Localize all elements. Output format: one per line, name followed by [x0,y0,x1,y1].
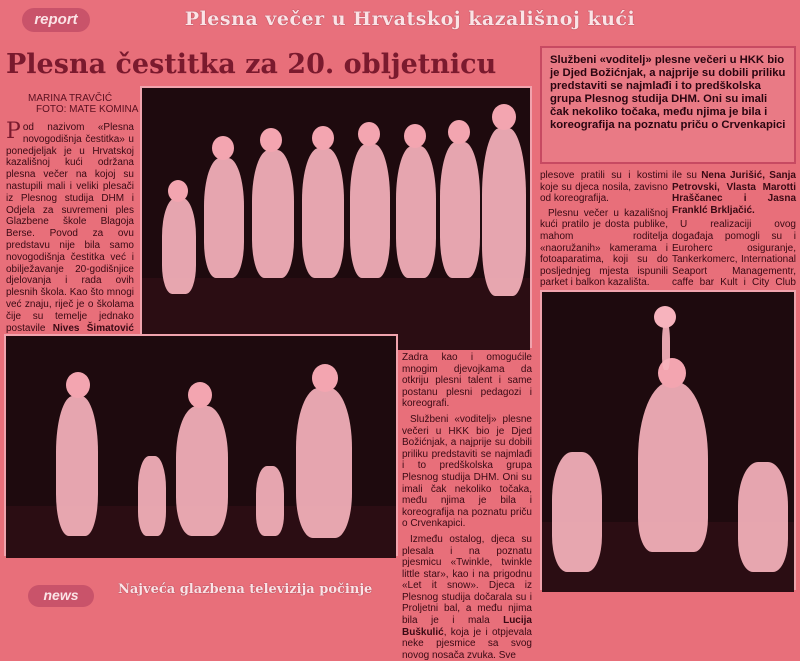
mid-p3-start: Između ostalog, djeca su plesala i na poznatu pjesmicu «Twinkle, twinkle little star», kao i na prigodnu «Let it snow». Djeca iz Plesnog studija dočarala su i Proljetni bal, a među njima bila je i mala [402,533,532,627]
col3b-paragraph-1 [672,170,796,216]
article-column-1 [6,119,134,334]
author-name: MARINA TRAVČIĆ [28,93,113,104]
article-column-3a [540,170,668,288]
section-tag-news: news [28,585,94,607]
article-column-3b [672,170,796,288]
drop-cap: P [6,119,21,144]
article-headline: Plesna čestitka za 20. obljetnicu [6,49,497,80]
mid-p3-name: Lucija Buškulić [402,615,532,638]
section-tag-report: report [22,8,90,32]
photo-fairy-dancer [540,290,796,590]
photo-children-dancers [140,86,532,348]
col3b-lead: ile su [672,170,702,181]
sidebar-text: Službeni «voditelj» plesne večeri u HKK bio je Djed Božićnjak, a najprije su dobili priliku predstaviti se najmlađi i to predškolska grupa Plesnog studija DHM. Oni su imali čak nekoliko točaka, među njima je bila i koreografija na poznatu priču o Crvenkapici [550,54,786,131]
col1-names: Nives Šimatović [52,322,134,334]
mid-paragraph-1: Zadra kao i omogućile mnogim djevojkama da otkriju plesni talent i same postanu plesni pedagozi i koreografi. [402,352,532,410]
mid-p3-end: , koja je i otpjevala neke pjesmice sa svog novog nosača zvuka. Sve [402,626,532,661]
col3b-paragraph-2: U realizaciji ovog događaja pomogli su i Euroherc osiguranje, Tankerkomerc, International Seaport Managementr, caffe bar Kult i City Club [672,219,796,289]
col3a-paragraph-2: Plesnu večer u kazališnoj kući pratilo je dosta publike, mahom roditelja «naoružanih» kamerama i fotoaparatima, koji su do posljednjeg mjesta ispunili parket i balkon kazališta. [540,207,668,289]
col1-body: od nazivom «Plesna novogodišnja čestitka» u ponedjeljak je u Hrvatskoj kazališnoj kući održana plesna večer na kojoj su nastupili mali i veliki plesači iz Plesnog studija DHM i Odjela za suvremeni ples Glazbene škole Blagoja Berse. Povod za ovu predstavu nije bila samo novogodišnja čestitka već i obilježavanje 20-godišnjice djelovanja i rada ovih plesnih škola. Kao što mnogi već znaju, riječ je o školama čije su temelje jednako postavile [6,122,134,334]
bottom-headline: Najveća glazbena televizija počinje [118,582,373,597]
mid-paragraph-3 [402,534,532,661]
photo-credit: FOTO: MATE KOMINA [36,104,139,115]
byline [28,93,140,115]
sidebar-callout [540,46,796,164]
choreographer-names: Nena Jurišić, Sanja Petrovski, Vlasta Marotti Hraščanec i Jasna Franklć Brkljačić. [672,170,796,216]
photo-older-dancers [4,334,398,556]
col3a-paragraph-1: plesove pratili su i kostimi koje su djeca nosila, zavisno od koreografija. [540,170,668,205]
topline-title: Plesna večer u Hrvatskoj kazališnoj kući [184,8,636,30]
mid-paragraph-2: Službeni «voditelj» plesne večeri u HKK bio je Djed Božićnjak, a najprije su dobili priliku predstaviti se najmlađi i to predškolska grupa Plesnog studija DHM. Oni su imali čak nekoliko točaka, među njima je bila i koreografija na poznatu priču o Crvenkapici. [402,413,532,530]
article-column-2 [402,352,532,661]
